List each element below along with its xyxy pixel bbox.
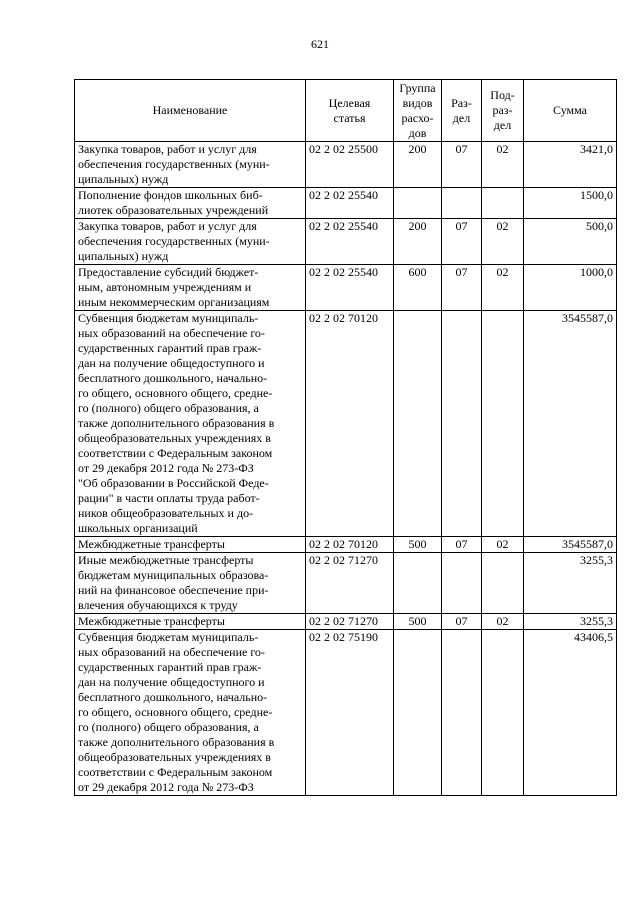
table-row	[75, 311, 617, 537]
row-name: Субвенция бюджетам муниципаль- ных образований на обеспечение го- сударственных гарантий прав граж- дан на получение общедоступного и бесплатного дошкольного, начально- го общего, основного общего, средне- го (полного) общего образования, а также дополнительного образования в общеобразовательных учреждениях в соответствии с Федеральным законом от 29 декабря 2012 года № 273-ФЗ "Об образовании в Российской Феде- рации" в части оплаты труда работ- ников общеобразовательных и до- школьных организаций	[75, 311, 306, 537]
table-header-row	[75, 80, 617, 142]
header-code: Целевая статья	[306, 80, 394, 142]
page-number: 621	[311, 37, 329, 51]
row-code: 02 2 02 71270	[306, 553, 394, 614]
table-row	[75, 188, 617, 219]
row-name: Предоставление субсидий бюджет- ным, автономным учреждениям и иным некоммерческим организациям	[75, 265, 306, 311]
row-section: 07	[442, 537, 482, 553]
row-section: 07	[442, 219, 482, 265]
row-section: 07	[442, 614, 482, 630]
row-sum: 3545587,0	[524, 311, 617, 537]
row-code: 02 2 02 75190	[306, 630, 394, 796]
row-code: 02 2 02 25540	[306, 265, 394, 311]
row-code: 02 2 02 70120	[306, 311, 394, 537]
row-name: Межбюджетные трансферты	[75, 614, 306, 630]
row-sum: 3255,3	[524, 553, 617, 614]
row-name: Иные межбюджетные трансферты бюджетам муниципальных образова- ний на финансовое обеспечение при- влечения обучающихся к труду	[75, 553, 306, 614]
table-row	[75, 265, 617, 311]
row-group	[394, 188, 442, 219]
table-row	[75, 219, 617, 265]
row-sum: 3255,3	[524, 614, 617, 630]
row-subsection	[482, 188, 524, 219]
header-subsection: Под- раз- дел	[482, 80, 524, 142]
row-subsection: 02	[482, 219, 524, 265]
row-subsection: 02	[482, 537, 524, 553]
row-sum: 3421,0	[524, 142, 617, 188]
row-sum: 1000,0	[524, 265, 617, 311]
row-group: 600	[394, 265, 442, 311]
row-section	[442, 311, 482, 537]
row-group	[394, 630, 442, 796]
row-section: 07	[442, 142, 482, 188]
row-group: 200	[394, 219, 442, 265]
row-code: 02 2 02 25540	[306, 219, 394, 265]
row-group: 500	[394, 537, 442, 553]
header-group: Группа видов расхо- дов	[394, 80, 442, 142]
row-name: Закупка товаров, работ и услуг для обеспечения государственных (муни- ципальных) нужд	[75, 219, 306, 265]
row-section	[442, 188, 482, 219]
budget-table	[74, 79, 617, 796]
row-code: 02 2 02 71270	[306, 614, 394, 630]
table-row	[75, 142, 617, 188]
row-code: 02 2 02 70120	[306, 537, 394, 553]
row-subsection	[482, 311, 524, 537]
row-subsection: 02	[482, 614, 524, 630]
table-row	[75, 553, 617, 614]
row-code: 02 2 02 25500	[306, 142, 394, 188]
row-sum: 3545587,0	[524, 537, 617, 553]
row-subsection	[482, 553, 524, 614]
row-name: Пополнение фондов школьных биб- лиотек образовательных учреждений	[75, 188, 306, 219]
row-sum: 500,0	[524, 219, 617, 265]
row-group: 200	[394, 142, 442, 188]
row-name: Субвенция бюджетам муниципаль- ных образований на обеспечение го- сударственных гарантий прав граж- дан на получение общедоступного и бесплатного дошкольного, начально- го общего, основного общего, средне- го (полного) общего образования, а также дополнительного образования в общеобразовательных учреждениях в соответствии с Федеральным законом от 29 декабря 2012 года № 273-ФЗ	[75, 630, 306, 796]
row-name: Межбюджетные трансферты	[75, 537, 306, 553]
row-subsection	[482, 630, 524, 796]
row-section: 07	[442, 265, 482, 311]
row-group: 500	[394, 614, 442, 630]
row-section	[442, 630, 482, 796]
row-group	[394, 553, 442, 614]
table-row	[75, 614, 617, 630]
header-sum: Сумма	[524, 80, 617, 142]
row-sum: 43406,5	[524, 630, 617, 796]
row-group	[394, 311, 442, 537]
row-section	[442, 553, 482, 614]
row-sum: 1500,0	[524, 188, 617, 219]
header-section: Раз- дел	[442, 80, 482, 142]
row-subsection: 02	[482, 265, 524, 311]
row-code: 02 2 02 25540	[306, 188, 394, 219]
row-subsection: 02	[482, 142, 524, 188]
table-row	[75, 537, 617, 553]
row-name: Закупка товаров, работ и услуг для обеспечения государственных (муни- ципальных) нужд	[75, 142, 306, 188]
table-row	[75, 630, 617, 796]
header-name: Наименование	[75, 80, 306, 142]
